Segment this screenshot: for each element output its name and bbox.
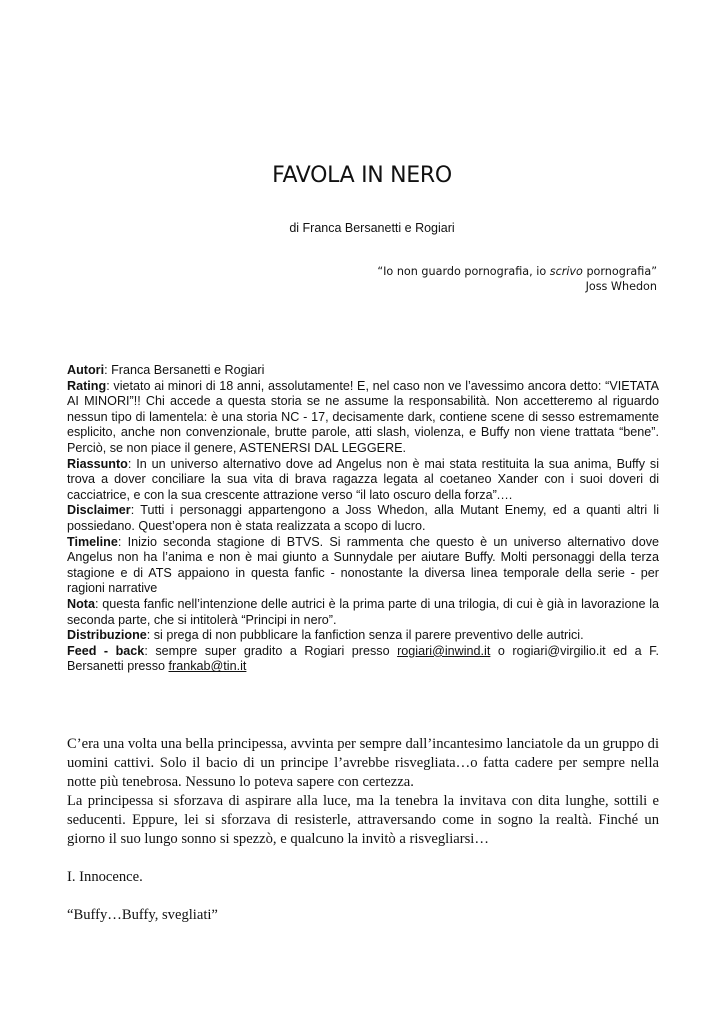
email-link-frankab[interactable]: frankab@tin.it [168,659,247,674]
meta-label: Feed - back [67,643,145,658]
story-paragraph: La principessa si sforzava di aspirare alla luce, ma la tenebra la invitava con dita lunghe, sottili e seducenti. Eppure, lei si sforzava di resisterle, attraversando come in sogno la realtà. Finché un giorno il suo lungo sonno si spezzò, e qualcuno la invitò a risvegliarsi… [67,793,659,847]
fanfic-metadata [67,363,659,675]
meta-distribuzione: Distribuzione: si prega di non pubblicare la fanfiction senza il parere preventivo delle autrici. [67,628,584,643]
meta-riassunto: Riassunto: In un universo alternativo dove ad Angelus non è mai stata restituita la sua anima, Buffy si trova a dover conciliare la sua vita di brava ragazza legata al coetaneo Xander con i suoi doveri di cacciatrice, e con la sua crescente attrazione verso “il lato oscuro della forza”.… [67,456,659,502]
meta-label: Distribuzione [67,628,147,643]
meta-label: Rating [67,378,107,393]
meta-autori: Autori: Franca Bersanetti e Rogiari [67,363,265,377]
story-body [67,735,659,925]
epigraph-author: Joss Whedon [585,280,657,293]
story-paragraph: C’era una volta una bella principessa, avvinta per sempre dall’incantesimo lanciatole da un gruppo di uomini cattivi. Solo il bacio di un principe l’avrebbe risvegliata…o fatta cadere per sempre nella notte più tenebrosa. Nessuno lo poteva sapere con certezza. [67,736,659,790]
meta-timeline: Timeline: Inizio seconda stagione di BTVS. Si rammenta che questo è un universo alternativo dove Angelus non ha l’anima e non è mai giunto a Sunnydale per aiutare Buffy. Molti personaggi della terza stagione e di ATS appaiono in questa fanfic - nonostante la diversa linea temporale della serie - per ragioni narrative [67,534,659,596]
meta-nota: Nota: questa fanfic nell’intenzione delle autrici è la prima parte di una trilogia, di cui è già in lavorazione la seconda parte, che si intitolerà “Principi in nero”. [67,596,659,627]
document-title: FAVOLA IN NERO [272,163,452,188]
story-dialogue: “Buffy…Buffy, svegliati” [67,907,218,923]
meta-rating: Rating: vietato ai minori di 18 anni, assolutamente! E, nel caso non ve l’avessimo ancora detto: “VIETATA AI MINORI”!! Chi accede a questa storia se ne assume la responsabilità. Non accetteremo al riguardo nessun tipo di lamentela: è una storia NC - 17, decisamente dark, contiene scene di sesso estremamente esplicito, anche non convenzionale, brutte parole, atti slash, violenza, e Buffy non viene trattata “bene”. Perciò, se non piace il genere, ASTENERSI DAL LEGGERE. [67,378,659,455]
meta-label: Nota [67,596,95,611]
meta-disclaimer: Disclaimer: Tutti i personaggi appartengono a Joss Whedon, alla Mutant Enemy, ed a quanti altri li possiedano. Quest’opera non è stata realizzata a scopo di lucro. [67,503,659,533]
meta-label: Disclaimer [67,503,131,518]
chapter-heading: I. Innocence. [67,869,143,885]
epigraph [377,264,657,294]
meta-feedback: Feed - back: sempre super gradito a Rogiari presso rogiari@inwind.it o rogiari@virgilio.it ed a F. Bersanetti presso frankab@tin.it [67,643,659,674]
epigraph-quote: “Io non guardo pornografia, io scrivo pornografia” [377,265,657,278]
meta-label: Riassunto [67,456,128,471]
meta-label: Autori [67,363,105,377]
email-link-rogiari[interactable]: rogiari@inwind.it [397,643,491,658]
epigraph-emphasis: scrivo [549,265,583,278]
author-byline: di Franca Bersanetti e Rogiari [289,221,455,235]
meta-label: Timeline [67,534,118,549]
